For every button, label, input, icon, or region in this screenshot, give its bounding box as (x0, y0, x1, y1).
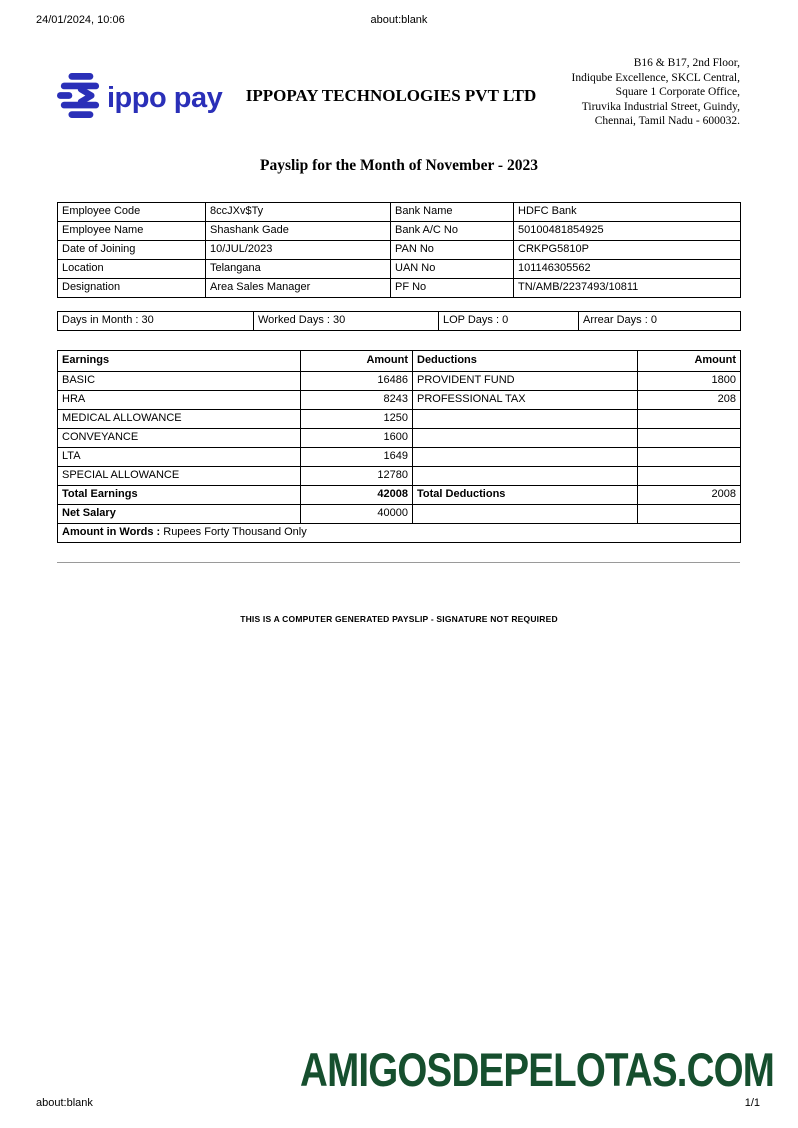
field-value: HDFC Bank (514, 203, 741, 222)
print-datetime: 24/01/2024, 10:06 (36, 14, 125, 26)
field-label: Employee Code (58, 203, 206, 222)
table-row (58, 429, 741, 448)
total-earnings-label: Total Earnings (58, 486, 301, 505)
earning-name: HRA (58, 391, 301, 410)
amount-in-words-label: Amount in Words : (62, 526, 161, 539)
table-row (58, 467, 741, 486)
earning-name: SPECIAL ALLOWANCE (58, 467, 301, 486)
field-label: Designation (58, 279, 206, 298)
amount-in-words-value: Rupees Forty Thousand Only (163, 526, 307, 539)
table-row (58, 312, 741, 331)
arrear-days: Arrear Days : 0 (579, 312, 741, 331)
field-label: Date of Joining (58, 241, 206, 260)
earning-amount: 1250 (301, 410, 413, 429)
field-label: PF No (391, 279, 514, 298)
table-row (58, 448, 741, 467)
deduction-amount (638, 467, 741, 486)
worked-days: Worked Days : 30 (254, 312, 439, 331)
field-label: Bank A/C No (391, 222, 514, 241)
days-summary-table (57, 311, 741, 331)
totals-row (58, 486, 741, 505)
deduction-amount: 208 (638, 391, 741, 410)
payslip-title: Payslip for the Month of November - 2023 (260, 157, 538, 174)
computer-generated-note: THIS IS A COMPUTER GENERATED PAYSLIP - SIGNATURE NOT REQUIRED (240, 614, 558, 624)
table-row (58, 241, 741, 260)
lop-days: LOP Days : 0 (439, 312, 579, 331)
horizontal-divider (57, 562, 740, 563)
deductions-header: Deductions (413, 351, 638, 372)
earnings-deductions-table (57, 350, 741, 543)
print-url-bottom: about:blank (36, 1097, 93, 1109)
deduction-name (413, 448, 638, 467)
table-row (58, 391, 741, 410)
net-salary-label: Net Salary (58, 505, 301, 524)
earning-name: LTA (58, 448, 301, 467)
deduction-name (413, 429, 638, 448)
empty-cell (413, 505, 638, 524)
deduction-amount: 1800 (638, 372, 741, 391)
total-deductions-label: Total Deductions (413, 486, 638, 505)
field-label: Location (58, 260, 206, 279)
table-row (58, 260, 741, 279)
table-row (58, 222, 741, 241)
earning-name: CONVEYANCE (58, 429, 301, 448)
company-header (57, 50, 740, 129)
earnings-header: Earnings (58, 351, 301, 372)
deduction-name: PROFESSIONAL TAX (413, 391, 638, 410)
earning-amount: 1600 (301, 429, 413, 448)
days-in-month: Days in Month : 30 (58, 312, 254, 331)
company-address (550, 50, 740, 129)
deduction-amount (638, 410, 741, 429)
earning-name: MEDICAL ALLOWANCE (58, 410, 301, 429)
total-earnings-amount: 42008 (301, 486, 413, 505)
table-row (58, 279, 741, 298)
deduction-name (413, 467, 638, 486)
ippopay-logo-icon (57, 72, 101, 125)
amount-in-words (58, 524, 741, 543)
watermark-text: AMIGOSDEPELOTAS.COM (299, 1043, 774, 1096)
field-label: Employee Name (58, 222, 206, 241)
company-name: IPPOPAY TECHNOLOGIES PVT LTD (245, 86, 537, 105)
page-indicator: 1/1 (744, 1097, 760, 1109)
address-line: Chennai, Tamil Nadu - 600032. (594, 115, 740, 128)
field-value: 50100481854925 (514, 222, 741, 241)
address-line: Tiruvika Industrial Street, Guindy, (581, 100, 740, 113)
earning-amount: 12780 (301, 467, 413, 486)
earning-amount: 1649 (301, 448, 413, 467)
table-row (58, 410, 741, 429)
logo-wordmark: ippo pay (107, 81, 223, 114)
address-line: Square 1 Corporate Office, (615, 86, 740, 99)
field-value: TN/AMB/2237493/10811 (514, 279, 741, 298)
address-line: B16 & B17, 2nd Floor, (633, 57, 740, 69)
field-value: 10/JUL/2023 (206, 241, 391, 260)
field-label: Bank Name (391, 203, 514, 222)
earnings-amount-header: Amount (301, 351, 413, 372)
deduction-name: PROVIDENT FUND (413, 372, 638, 391)
field-value: 8ccJXv$Ty (206, 203, 391, 222)
field-value: CRKPG5810P (514, 241, 741, 260)
total-deductions-amount: 2008 (638, 486, 741, 505)
field-value: Area Sales Manager (206, 279, 391, 298)
field-label: PAN No (391, 241, 514, 260)
company-logo (57, 50, 232, 129)
field-value: Telangana (206, 260, 391, 279)
field-value: Shashank Gade (206, 222, 391, 241)
deductions-amount-header: Amount (638, 351, 741, 372)
amount-in-words-row (58, 524, 741, 543)
deduction-amount (638, 448, 741, 467)
field-label: UAN No (391, 260, 514, 279)
empty-cell (638, 505, 741, 524)
deduction-amount (638, 429, 741, 448)
table-row (58, 372, 741, 391)
table-header-row (58, 351, 741, 372)
earning-name: BASIC (58, 372, 301, 391)
deduction-name (413, 410, 638, 429)
print-url-top: about:blank (370, 14, 428, 26)
field-value: 101146305562 (514, 260, 741, 279)
earning-amount: 16486 (301, 372, 413, 391)
address-line: Indiqube Excellence, SKCL Central, (571, 71, 740, 84)
table-row (58, 203, 741, 222)
earning-amount: 8243 (301, 391, 413, 410)
employee-details-table (57, 202, 741, 298)
net-salary-row (58, 505, 741, 524)
net-salary-amount: 40000 (301, 505, 413, 524)
